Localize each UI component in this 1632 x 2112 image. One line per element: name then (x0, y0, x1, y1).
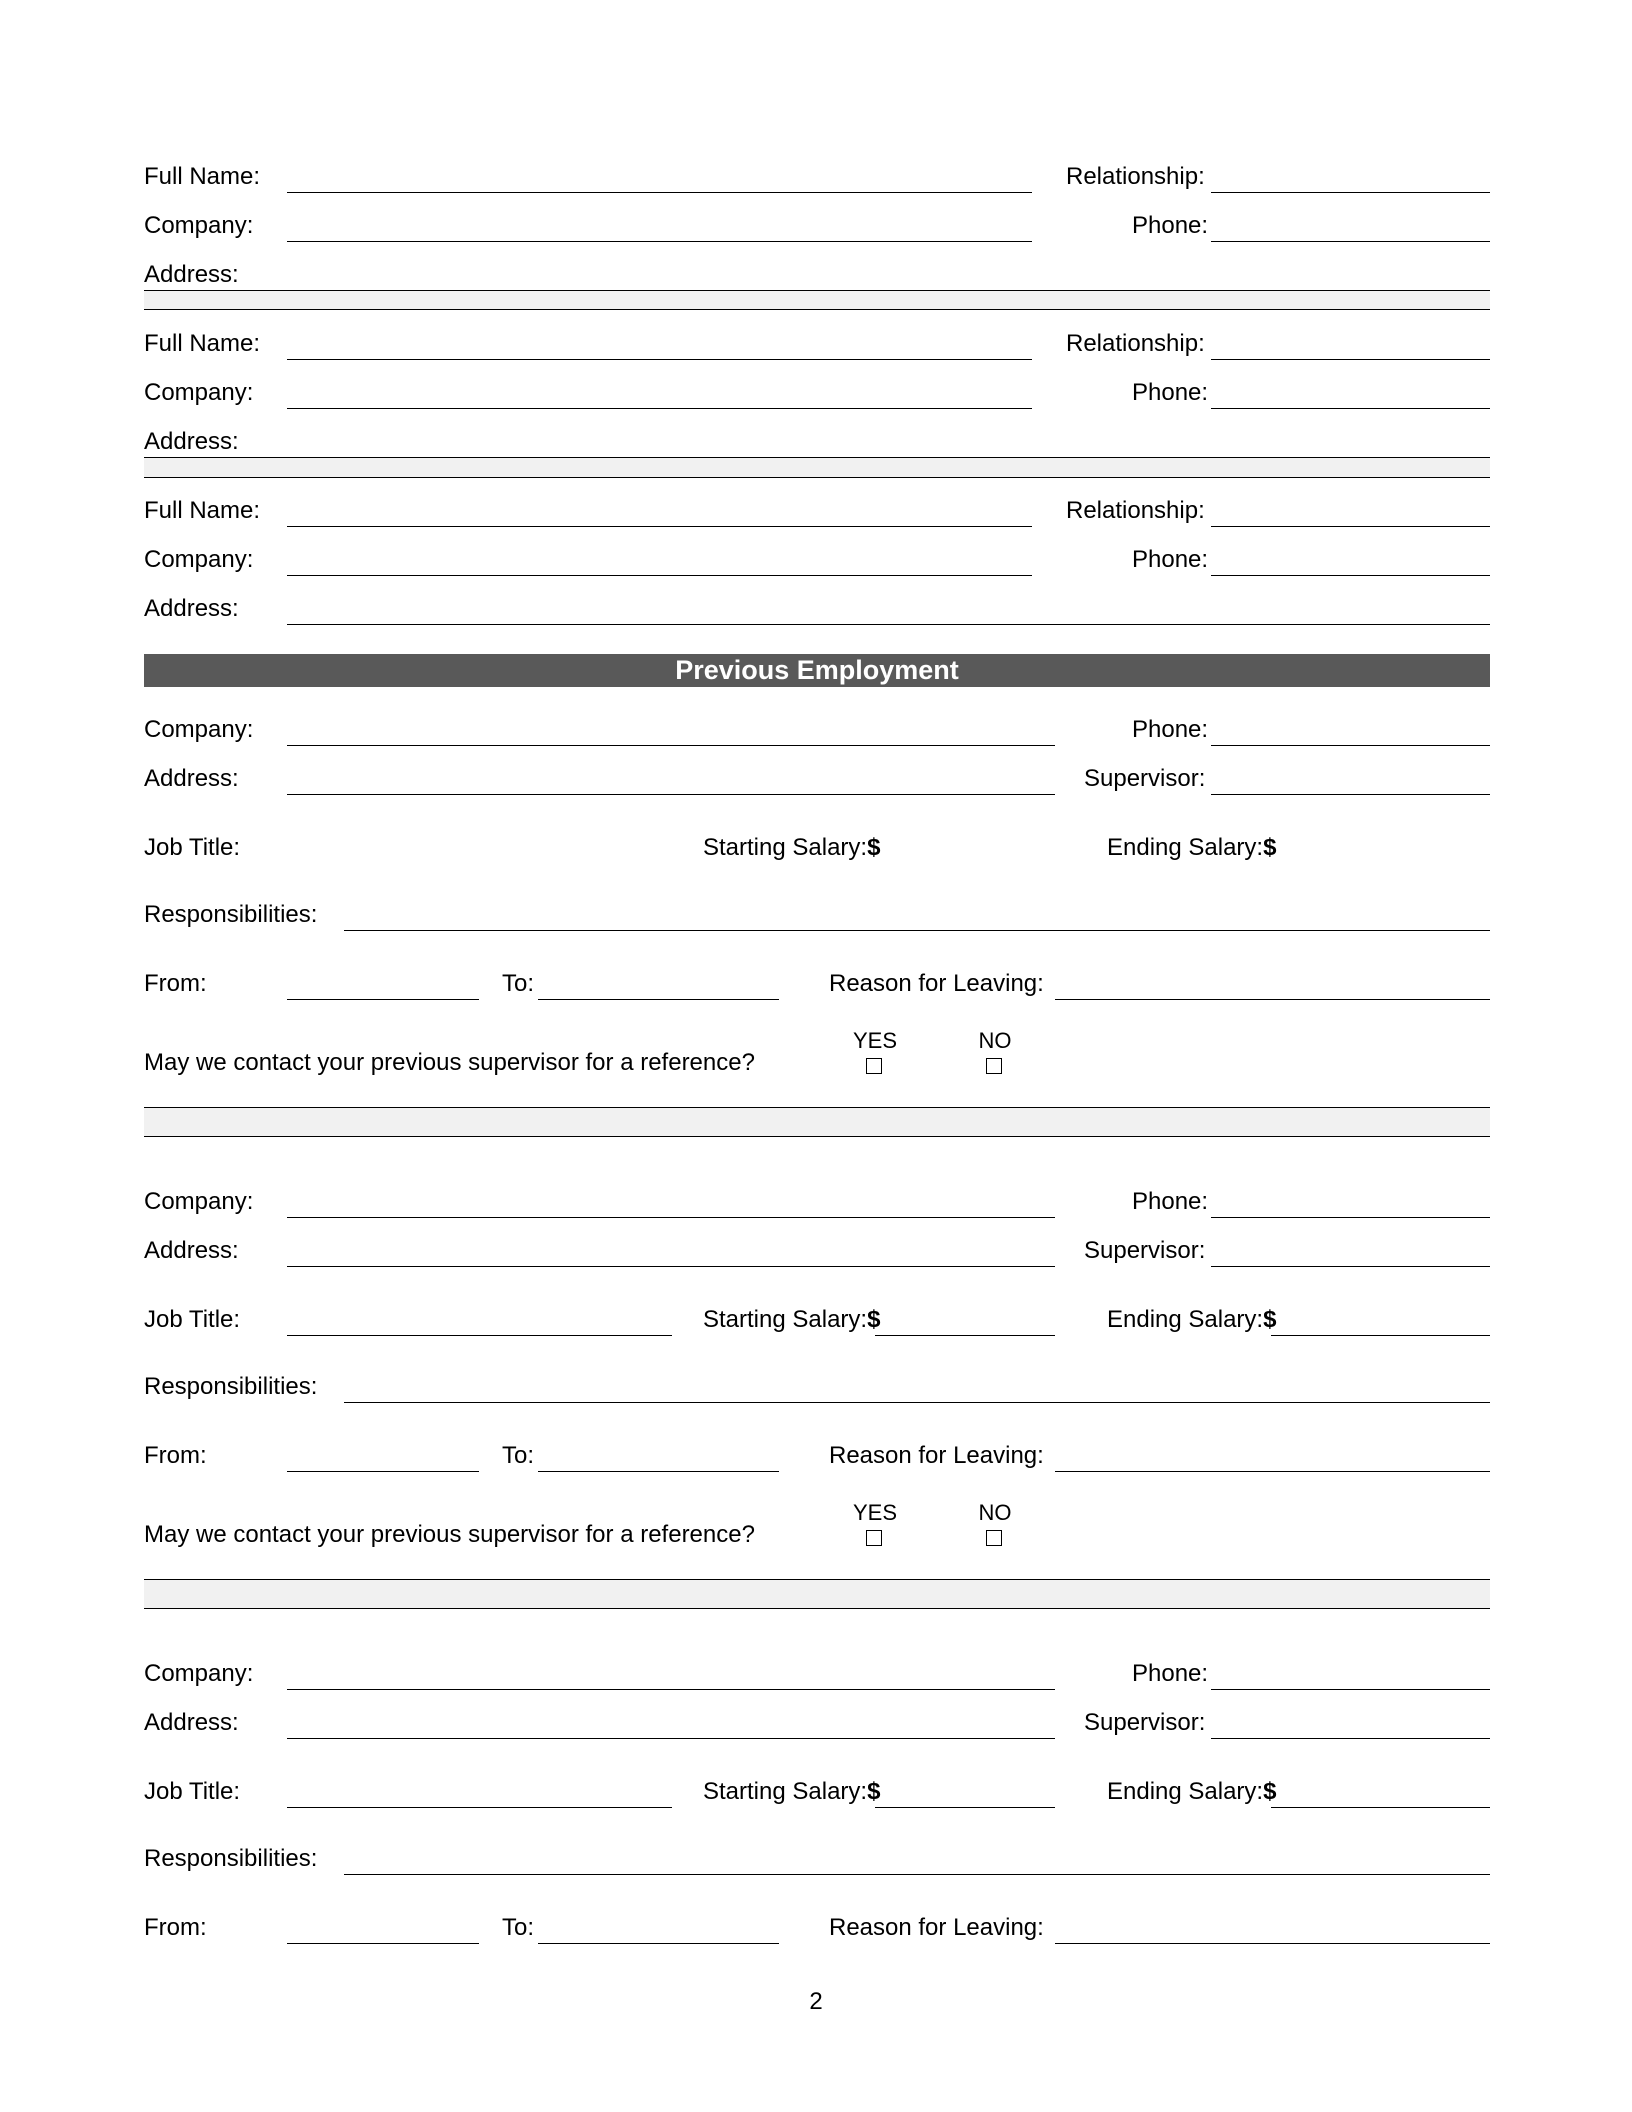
to-label: To: (502, 1442, 535, 1469)
yes-label: YES (852, 1028, 898, 1053)
company-field[interactable] (287, 1217, 1055, 1218)
supervisor-label: Supervisor: (1084, 1237, 1206, 1264)
address-label: Address: (144, 765, 239, 792)
responsibilities-label: Responsibilities: (144, 901, 318, 928)
job-title-field[interactable] (287, 1335, 672, 1336)
relationship-field[interactable] (1211, 192, 1490, 193)
contact-question: May we contact your previous supervisor for a reference? (144, 1521, 755, 1548)
from-label: From: (144, 970, 207, 997)
address-field[interactable] (287, 794, 1055, 795)
full-name-field[interactable] (287, 359, 1032, 360)
full-name-label: Full Name: (144, 330, 261, 357)
address-field[interactable] (287, 1738, 1055, 1739)
reason-for-leaving-field[interactable] (1055, 1471, 1490, 1472)
from-label: From: (144, 1442, 207, 1469)
starting-salary-field[interactable] (875, 1807, 1055, 1808)
ending-salary-field[interactable] (1271, 1335, 1490, 1336)
relationship-label: Relationship: (1066, 330, 1205, 357)
to-field[interactable] (538, 1943, 779, 1944)
section-header-previous-employment (144, 654, 1490, 687)
address-field[interactable] (287, 624, 1490, 625)
currency-symbol: $ (1263, 1778, 1277, 1805)
supervisor-field[interactable] (1211, 794, 1490, 795)
divider-band (144, 1107, 1490, 1137)
reason-for-leaving-field[interactable] (1055, 999, 1490, 1000)
address-label: Address: (144, 428, 239, 455)
currency-symbol: $ (1263, 1306, 1277, 1333)
ending-salary-label: Ending Salary: (1107, 1306, 1264, 1333)
ending-salary-label: Ending Salary: (1107, 834, 1264, 861)
supervisor-field[interactable] (1211, 1738, 1490, 1739)
company-label: Company: (144, 212, 254, 239)
phone-field[interactable] (1211, 575, 1490, 576)
responsibilities-label: Responsibilities: (144, 1845, 318, 1872)
phone-field[interactable] (1211, 408, 1490, 409)
no-checkbox[interactable] (986, 1058, 1002, 1074)
phone-label: Phone: (1132, 1660, 1209, 1687)
phone-field[interactable] (1211, 241, 1490, 242)
job-title-label: Job Title: (144, 834, 241, 861)
phone-field[interactable] (1211, 745, 1490, 746)
company-field[interactable] (287, 1689, 1055, 1690)
contact-question: May we contact your previous supervisor for a reference? (144, 1049, 755, 1076)
address-label: Address: (144, 1709, 239, 1736)
company-field[interactable] (287, 241, 1032, 242)
company-label: Company: (144, 716, 254, 743)
yes-checkbox[interactable] (866, 1058, 882, 1074)
supervisor-field[interactable] (1211, 1266, 1490, 1267)
full-name-field[interactable] (287, 192, 1032, 193)
full-name-field[interactable] (287, 526, 1032, 527)
no-label: NO (978, 1500, 1012, 1525)
to-field[interactable] (538, 1471, 779, 1472)
from-field[interactable] (287, 1943, 479, 1944)
job-title-label: Job Title: (144, 1306, 241, 1333)
supervisor-label: Supervisor: (1084, 765, 1206, 792)
ending-salary-label: Ending Salary: (1107, 1778, 1264, 1805)
full-name-label: Full Name: (144, 497, 261, 524)
no-checkbox[interactable] (986, 1530, 1002, 1546)
starting-salary-label: Starting Salary: (703, 834, 868, 861)
from-field[interactable] (287, 1471, 479, 1472)
yes-checkbox[interactable] (866, 1530, 882, 1546)
section-title: Previous Employment (675, 655, 959, 685)
relationship-field[interactable] (1211, 526, 1490, 527)
responsibilities-field[interactable] (344, 930, 1490, 931)
ending-salary-field[interactable] (1271, 1807, 1490, 1808)
to-label: To: (502, 970, 535, 997)
reason-for-leaving-label: Reason for Leaving: (829, 970, 1044, 997)
phone-field[interactable] (1211, 1217, 1490, 1218)
responsibilities-label: Responsibilities: (144, 1373, 318, 1400)
from-field[interactable] (287, 999, 479, 1000)
full-name-label: Full Name: (144, 163, 261, 190)
ending-salary-field[interactable] (1271, 834, 1490, 864)
relationship-field[interactable] (1211, 359, 1490, 360)
reason-for-leaving-label: Reason for Leaving: (829, 1442, 1044, 1469)
company-field[interactable] (287, 408, 1032, 409)
address-label: Address: (144, 1237, 239, 1264)
job-title-label: Job Title: (144, 1778, 241, 1805)
address-label: Address: (144, 595, 239, 622)
company-field[interactable] (287, 575, 1032, 576)
currency-symbol: $ (867, 834, 881, 861)
to-field[interactable] (538, 999, 779, 1000)
to-label: To: (502, 1914, 535, 1941)
address-field[interactable] (287, 1266, 1055, 1267)
starting-salary-label: Starting Salary: (703, 1306, 868, 1333)
phone-label: Phone: (1132, 379, 1209, 406)
divider-band (144, 1579, 1490, 1609)
company-label: Company: (144, 379, 254, 406)
address-label: Address: (144, 261, 239, 288)
address-field[interactable] (144, 290, 1490, 310)
currency-symbol: $ (1263, 834, 1277, 861)
currency-symbol: $ (867, 1306, 881, 1333)
job-title-field[interactable] (287, 1807, 672, 1808)
starting-salary-field[interactable] (875, 834, 1055, 864)
from-label: From: (144, 1914, 207, 1941)
phone-label: Phone: (1132, 1188, 1209, 1215)
supervisor-label: Supervisor: (1084, 1709, 1206, 1736)
phone-label: Phone: (1132, 716, 1209, 743)
page-number: 2 (809, 1988, 823, 2015)
phone-label: Phone: (1132, 546, 1209, 573)
company-label: Company: (144, 546, 254, 573)
starting-salary-field[interactable] (875, 1335, 1055, 1336)
relationship-label: Relationship: (1066, 163, 1205, 190)
no-label: NO (978, 1028, 1012, 1053)
currency-symbol: $ (867, 1778, 881, 1805)
address-field[interactable] (144, 457, 1490, 478)
company-field[interactable] (287, 745, 1055, 746)
starting-salary-label: Starting Salary: (703, 1778, 868, 1805)
relationship-label: Relationship: (1066, 497, 1205, 524)
reason-for-leaving-label: Reason for Leaving: (829, 1914, 1044, 1941)
company-label: Company: (144, 1660, 254, 1687)
yes-label: YES (852, 1500, 898, 1525)
phone-label: Phone: (1132, 212, 1209, 239)
reason-for-leaving-field[interactable] (1055, 1943, 1490, 1944)
job-title-field[interactable] (287, 834, 672, 864)
phone-field[interactable] (1211, 1689, 1490, 1690)
responsibilities-field[interactable] (344, 1874, 1490, 1875)
responsibilities-field[interactable] (344, 1402, 1490, 1403)
company-label: Company: (144, 1188, 254, 1215)
